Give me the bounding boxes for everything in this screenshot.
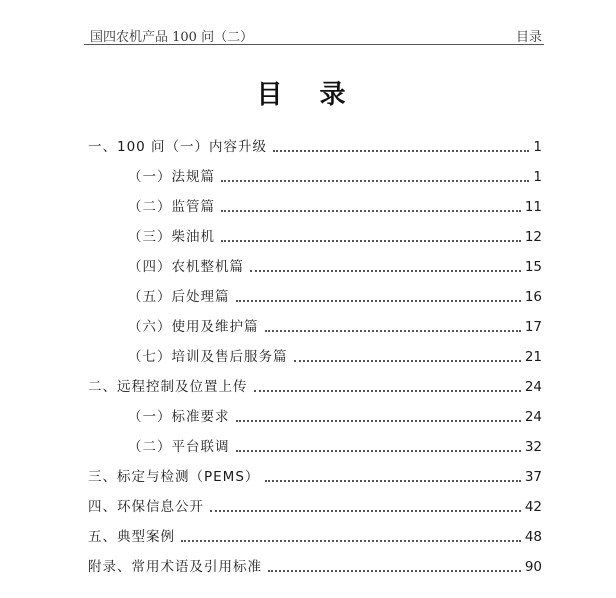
toc-entry-label: （一）标准要求 xyxy=(128,409,230,425)
toc-entry[interactable] xyxy=(128,406,542,426)
toc-entry-label: 二、远程控制及位置上传 xyxy=(88,379,248,395)
header-document-title: 国四农机产品 100 问（二） xyxy=(90,30,254,45)
toc-entry-label: （五）后处理篇 xyxy=(128,289,230,305)
toc-entry[interactable] xyxy=(128,256,542,276)
toc-page-number: 48 xyxy=(524,529,542,545)
toc-dot-leader xyxy=(221,240,521,242)
toc-entry-label: （二）监管篇 xyxy=(128,199,215,215)
toc-entry-label: 一、100 问（一）内容升级 xyxy=(88,139,268,155)
toc-page-number: 21 xyxy=(524,349,542,365)
toc-entry[interactable] xyxy=(128,286,542,306)
toc-page-number: 15 xyxy=(524,259,542,275)
toc-entry[interactable] xyxy=(88,556,542,576)
toc-dot-leader xyxy=(181,540,521,542)
toc-entry[interactable] xyxy=(88,136,542,156)
toc-page-number: 16 xyxy=(524,289,542,305)
toc-dot-leader xyxy=(265,330,521,332)
toc-entry[interactable] xyxy=(88,496,542,516)
toc-entry-label: （七）培训及售后服务篇 xyxy=(128,349,288,365)
toc-page-number: 32 xyxy=(524,439,542,455)
header-divider xyxy=(84,44,544,45)
toc-entry[interactable] xyxy=(88,526,542,546)
toc-dot-leader xyxy=(254,390,521,392)
toc-page-number: 37 xyxy=(524,469,542,485)
toc-page-number: 17 xyxy=(524,319,542,335)
toc-entry-label: （二）平台联调 xyxy=(128,439,230,455)
toc-entry[interactable] xyxy=(88,376,542,396)
toc-page-number: 1 xyxy=(533,169,542,185)
page-title: 目 录 xyxy=(256,80,360,110)
running-header xyxy=(84,24,542,44)
toc-page-number: 90 xyxy=(524,559,542,575)
toc-page-number: 12 xyxy=(524,229,542,245)
toc-dot-leader xyxy=(250,270,521,272)
toc-entry-label: 五、典型案例 xyxy=(88,529,175,545)
toc-entry[interactable] xyxy=(128,166,542,186)
toc-dot-leader xyxy=(236,450,521,452)
toc-entry-label: 三、标定与检测（PEMS） xyxy=(88,469,260,485)
toc-dot-leader xyxy=(268,570,521,572)
toc-entry[interactable] xyxy=(128,346,542,366)
toc-dot-leader xyxy=(236,420,521,422)
toc-entry[interactable] xyxy=(128,196,542,216)
toc-entry[interactable] xyxy=(128,316,542,336)
toc-dot-leader xyxy=(221,210,521,212)
toc-dot-leader xyxy=(294,360,521,362)
toc-page-number: 1 xyxy=(533,139,542,155)
toc-entry[interactable] xyxy=(128,436,542,456)
toc-entry-label: （四）农机整机篇 xyxy=(128,259,244,275)
toc-dot-leader xyxy=(236,300,521,302)
toc-entry-label: 四、环保信息公开 xyxy=(88,499,204,515)
toc-page-number: 11 xyxy=(524,199,542,215)
toc-entry-label: （一）法规篇 xyxy=(128,169,215,185)
toc-page-number: 24 xyxy=(524,379,542,395)
toc-entry-label: 附录、常用术语及引用标准 xyxy=(88,559,262,575)
header-section-name: 目录 xyxy=(515,30,542,45)
toc-entry-label: （六）使用及维护篇 xyxy=(128,319,259,335)
toc-page-number: 24 xyxy=(524,409,542,425)
toc-entry[interactable] xyxy=(128,226,542,246)
toc-dot-leader xyxy=(273,150,529,152)
toc-page-number: 42 xyxy=(524,499,542,515)
toc-entry-label: （三）柴油机 xyxy=(128,229,215,245)
toc-entry[interactable] xyxy=(88,466,542,486)
toc-dot-leader xyxy=(210,510,521,512)
toc-dot-leader xyxy=(265,480,520,482)
toc-dot-leader xyxy=(221,180,529,182)
